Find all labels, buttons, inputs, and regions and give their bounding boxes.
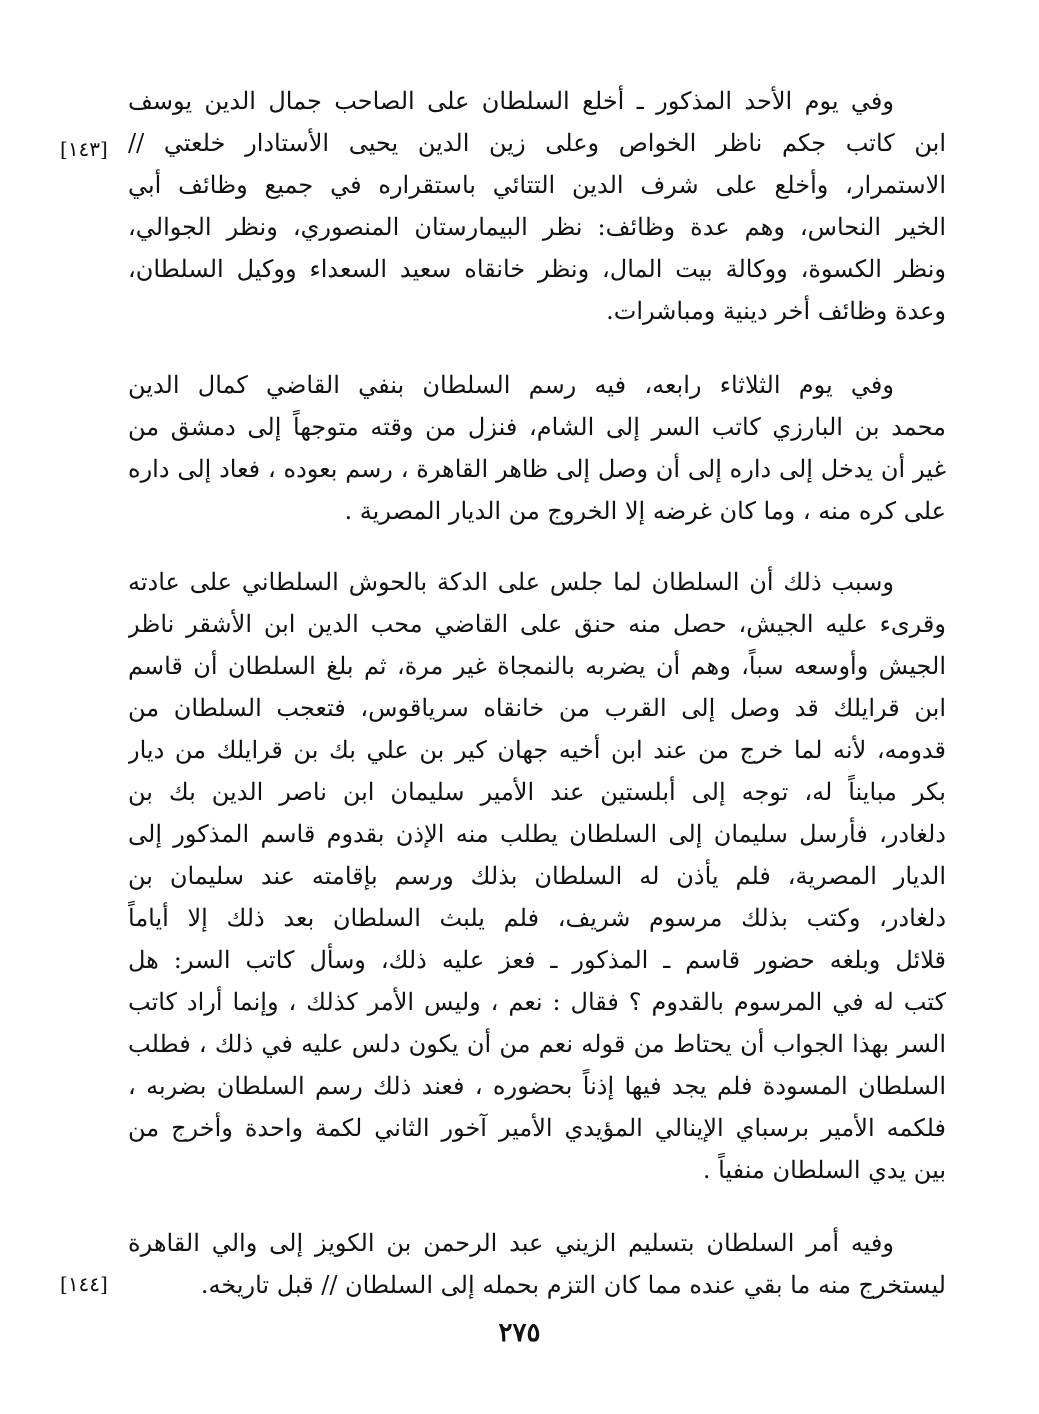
paragraph-4 [128, 1222, 946, 1306]
text-line: بين يدي السلطان منفياً . [702, 1156, 946, 1184]
text-line: ليستخرج منه ما بقي عنده مما كان التزم بحمله إلى السلطان // قبل تاريخه. [200, 1271, 946, 1299]
text-line: محمد بن البارزي كاتب السر إلى الشام، فنزل من وقته متوجهاً إلى دمشق من [128, 413, 946, 441]
text-line: كتب له في المرسوم بالقدوم ؟ فقال : نعم ، وليس الأمر كذلك ، وإنما أراد كاتب [128, 988, 946, 1016]
text-line: فلكمه الأمير برسباي الإينالي المؤيدي الأمير آخور الثاني لكمة واحدة وأخرج من [128, 1114, 946, 1142]
text-line: وسبب ذلك أن السلطان لما جلس على الدكة بالحوش السلطاني على عادته [128, 568, 894, 596]
text-line: ابن كاتب جكم ناظر الخواص وعلى زين الدين يحيى الأستادار خلعتي // [128, 129, 946, 157]
text-line: وقرىء عليه الجيش، حصل منه حنق على القاضي محب الدين ابن الأشقر ناظر [128, 610, 946, 638]
text-line: ونظر الكسوة، ووكالة بيت المال، ونظر خانقاه سعيد السعداء ووكيل السلطان، [128, 255, 946, 283]
margin-note-144: [١٤٤] [60, 1272, 108, 1296]
text-line: بكر مبايناً له، توجه إلى أبلستين عند الأمير سليمان ابن ناصر الدين بك بن [128, 778, 946, 806]
text-line: دلغادر، فأرسل سليمان إلى السلطان يطلب منه الإذن بقدوم قاسم المذكور إلى [128, 820, 946, 848]
text-line: الخير النحاس، وهم عدة وظائف: نظر البيمارستان المنصوري، ونظر الجوالي، [128, 213, 946, 241]
text-line: وفيه أمر السلطان بتسليم الزيني عبد الرحمن بن الكويز إلى والي القاهرة [128, 1229, 894, 1257]
text-line: قدومه، لأنه لما خرج من عند ابن أخيه جهان كير بن علي بك بن قرايلك من ديار [128, 736, 946, 764]
text-line: دلغادر، وكتب بذلك مرسوم شريف، فلم يلبث السلطان بعد ذلك إلا أياماً [128, 904, 946, 932]
paragraph-1 [128, 80, 946, 332]
paragraph-3 [128, 561, 946, 1191]
text-line: وفي يوم الثلاثاء رابعه، فيه رسم السلطان بنفي القاضي كمال الدين [128, 371, 894, 399]
text-line: الجيش وأوسعه سباً، وهم أن يضربه بالنمجاة غير مرة، ثم بلغ السلطان أن قاسم [128, 652, 946, 680]
page-number: ٢٧٥ [498, 1318, 541, 1348]
text-line: الاستمرار، وأخلع على شرف الدين التتائي باستقراره في جميع وظائف أبي [128, 171, 946, 199]
text-line: الديار المصرية، فلم يأذن له السلطان بذلك ورسم بإقامته عند سليمان بن [128, 862, 946, 890]
text-line: على كره منه ، وما كان غرضه إلا الخروج من الديار المصرية . [344, 497, 946, 525]
text-line: وعدة وظائف أخر دينية ومباشرات. [606, 297, 946, 325]
text-line: السر بهذا الجواب أن يحتاط من قوله نعم من أن يكون دلس عليه في ذلك ، فطلب [128, 1030, 946, 1058]
paragraph-2 [128, 364, 946, 532]
margin-note-143: [١٤٣] [60, 137, 108, 161]
text-line: وفي يوم الأحد المذكور ـ أخلع السلطان على الصاحب جمال الدين يوسف [128, 87, 894, 115]
text-line: غير أن يدخل إلى داره إلى أن وصل إلى ظاهر القاهرة ، رسم بعوده ، فعاد إلى داره [128, 455, 946, 483]
text-line: قلائل وبلغه حضور قاسم ـ المذكور ـ فعز عليه ذلك، وسأل كاتب السر: هل [128, 946, 946, 974]
text-line: ابن قرايلك قد وصل إلى القرب من خانقاه سرياقوس، فتعجب السلطان من [128, 694, 946, 722]
text-line: السلطان المسودة فلم يجد فيها إذناً بحضوره ، فعند ذلك رسم السلطان بضربه ، [128, 1072, 946, 1100]
